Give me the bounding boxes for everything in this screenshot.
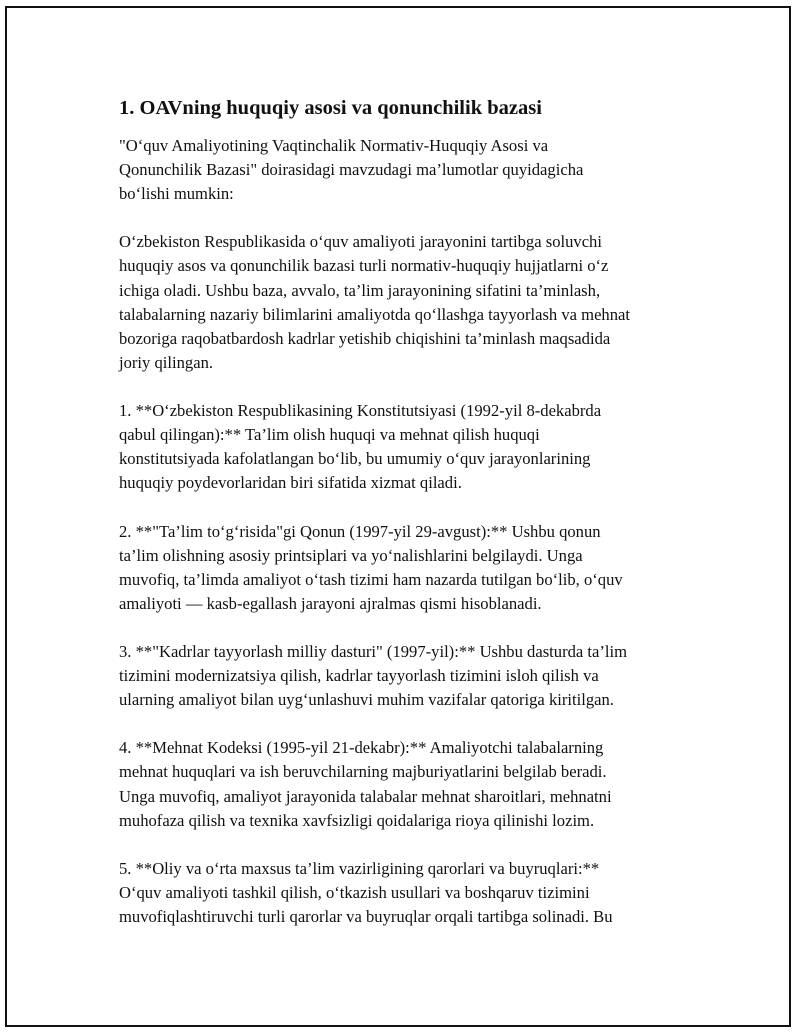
text-line: huquqiy poydevorlaridan biri sifatida xizmat qiladi. <box>119 473 462 493</box>
text-line: "O‘quv Amaliyotining Vaqtinchalik Normativ-Huquqiy Asosi va <box>119 136 549 155</box>
list-item-education-law <box>119 520 695 616</box>
text-line: konstitutsiyada kafolatlangan bo‘lib, bu umumiy o‘quv jarayonlarining <box>119 449 591 469</box>
document-body <box>119 92 695 953</box>
text-line: 3. **"Kadrlar tayyorlash milliy dasturi" (1997-yil):** Ushbu dasturda ta’lim <box>119 641 628 661</box>
text-line: O‘quv amaliyoti tashkil qilish, o‘tkazish usullari va boshqaruv tizimini <box>119 882 590 902</box>
document-page <box>5 6 791 1027</box>
text-line: bozoriga raqobatbardosh kadrlar yetishib chiqishini ta’minlash maqsadida <box>119 328 611 348</box>
overview-paragraph <box>119 230 695 375</box>
text-line: ichiga oladi. Ushbu baza, avvalo, ta’lim jarayonining sifatini ta’minlash, <box>119 280 601 300</box>
text-line: ta’lim olishning asosiy printsiplari va yo‘nalishlarini belgilaydi. Unga <box>119 545 583 565</box>
text-line: Unga muvofiq, amaliyot jarayonida talabalar mehnat sharoitlari, mehnatni <box>119 786 612 806</box>
text-line: 2. **"Ta’lim to‘g‘risida"gi Qonun (1997-yil 29-avgust):** Ushbu qonun <box>119 521 601 541</box>
list-item-labor-code <box>119 736 695 832</box>
text-line: O‘zbekiston Respublikasida o‘quv amaliyoti jarayonini tartibga soluvchi <box>119 232 602 252</box>
text-line: amaliyoti — kasb-egallash jarayoni ajralmas qismi hisoblanadi. <box>119 593 542 613</box>
text-line: muhofaza qilish va texnika xavfsizligi qoidalariga rioya qilinishi lozim. <box>119 810 595 830</box>
list-item-constitution <box>119 399 695 495</box>
list-item-national-program <box>119 640 695 712</box>
text-line: tizimini modernizatsiya qilish, kadrlar tayyorlash tizimini isloh qilish va <box>119 666 599 686</box>
text-line: 1. **O‘zbekiston Respublikasining Konstitutsiyasi (1992-yil 8-dekabrda <box>119 401 602 421</box>
section-heading: 1. OAVning huquqiy asosi va qonunchilik bazasi <box>119 97 542 119</box>
list-item-ministry-decrees <box>119 857 695 929</box>
text-line: 5. **Oliy va o‘rta maxsus ta’lim vazirligining qarorlari va buyruqlari:** <box>119 858 600 878</box>
text-line: mehnat huquqlari va ish beruvchilarning majburiyatlarini belgilab beradi. <box>119 762 607 782</box>
text-line: muvofiqlashtiruvchi turli qarorlar va buyruqlar orqali tartibga solinadi. Bu <box>119 907 613 926</box>
intro-paragraph <box>119 134 695 206</box>
text-line: 4. **Mehnat Kodeksi (1995-yil 21-dekabr):** Amaliyotchi talabalarning <box>119 738 604 758</box>
text-line: muvofiq, ta’limda amaliyot o‘tash tizimi ham nazarda tutilgan bo‘lib, o‘quv <box>119 569 623 589</box>
text-line: talabalarning nazariy bilimlarini amaliyotda qo‘llashga tayyorlash va mehnat <box>119 304 631 324</box>
text-line: qabul qilingan):** Ta’lim olish huquqi va mehnat qilish huquqi <box>119 425 540 445</box>
text-line: Qonunchilik Bazasi" doirasidagi mavzudagi ma’lumotlar quyidagicha <box>119 160 584 180</box>
text-line: joriy qilingan. <box>119 352 214 372</box>
text-line: bo‘lishi mumkin: <box>119 184 234 204</box>
text-line: ularning amaliyot bilan uyg‘unlashuvi muhim vazifalar qatoriga kiritilgan. <box>119 690 614 710</box>
text-line: huquqiy asos va qonunchilik bazasi turli normativ-huquqiy hujjatlarni o‘z <box>119 256 609 276</box>
